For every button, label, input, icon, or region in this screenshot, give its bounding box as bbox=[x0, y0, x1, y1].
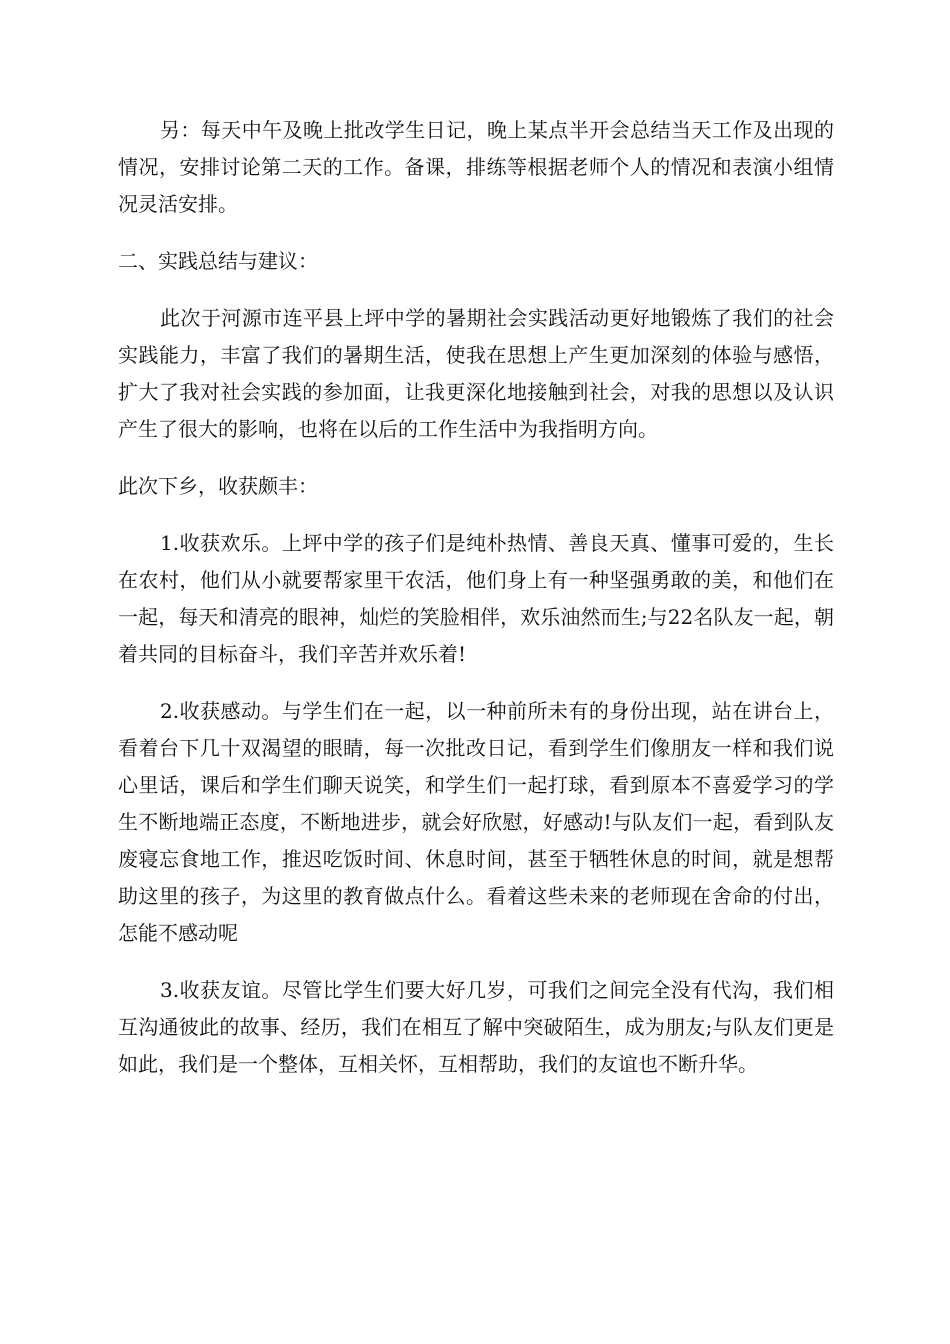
paragraph-daily-schedule-note: 另：每天中午及晚上批改学生日记，晚上某点半开会总结当天工作及出现的情况，安排讨论第二天的工作。备课，排练等根据老师个人的情况和表演小组情况灵活安排。 bbox=[118, 118, 834, 216]
document-body bbox=[118, 112, 834, 1103]
paragraph-harvest-friendship: 3.收获友谊。尽管比学生们要大好几岁，可我们之间完全没有代沟，我们相互沟通彼此的故事、经历，我们在相互了解中突破陌生，成为朋友;与队友们更是如此，我们是一个整体，互相关怀，互相帮助，我们的友谊也不断升华。 bbox=[118, 978, 834, 1076]
paragraph-practice-summary: 此次于河源市连平县上坪中学的暑期社会实践活动更好地锻炼了我们的社会实践能力，丰富了我们的暑期生活，使我在思想上产生更加深刻的体验与感悟，扩大了我对社会实践的参加面，让我更深化地接触到社会，对我的思想以及认识产生了很大的影响，也将在以后的工作生活中为我指明方向。 bbox=[118, 306, 834, 441]
section-heading-summary: 二、实践总结与建议： bbox=[118, 249, 318, 273]
paragraph-harvest-intro: 此次下乡，收获颇丰： bbox=[118, 474, 318, 498]
paragraph-harvest-joy: 1.收获欢乐。上坪中学的孩子们是纯朴热情、善良天真、懂事可爱的，生长在农村，他们从小就要帮家里干农活，他们身上有一种坚强勇敢的美，和他们在一起，每天和清亮的眼神，灿烂的笑脸相伴，欢乐油然而生;与22名队友一起，朝着共同的目标奋斗，我们辛苦并欢乐着! bbox=[118, 531, 834, 666]
paragraph-harvest-moved: 2.收获感动。与学生们在一起，以一种前所未有的身份出现，站在讲台上，看着台下几十双渴望的眼睛，每一次批改日记，看到学生们像朋友一样和我们说心里话，课后和学生们聊天说笑，和学生们一起打球，看到原本不喜爱学习的学生不断地端正态度，不断地进步，就会好欣慰，好感动!与队友们一起，看到队友废寝忘食地工作，推迟吃饭时间、休息时间，甚至于牺牲休息的时间，就是想帮助这里的孩子，为这里的教育做点什么。看着这些未来的老师现在舍命的付出，怎能不感动呢 bbox=[118, 699, 834, 945]
